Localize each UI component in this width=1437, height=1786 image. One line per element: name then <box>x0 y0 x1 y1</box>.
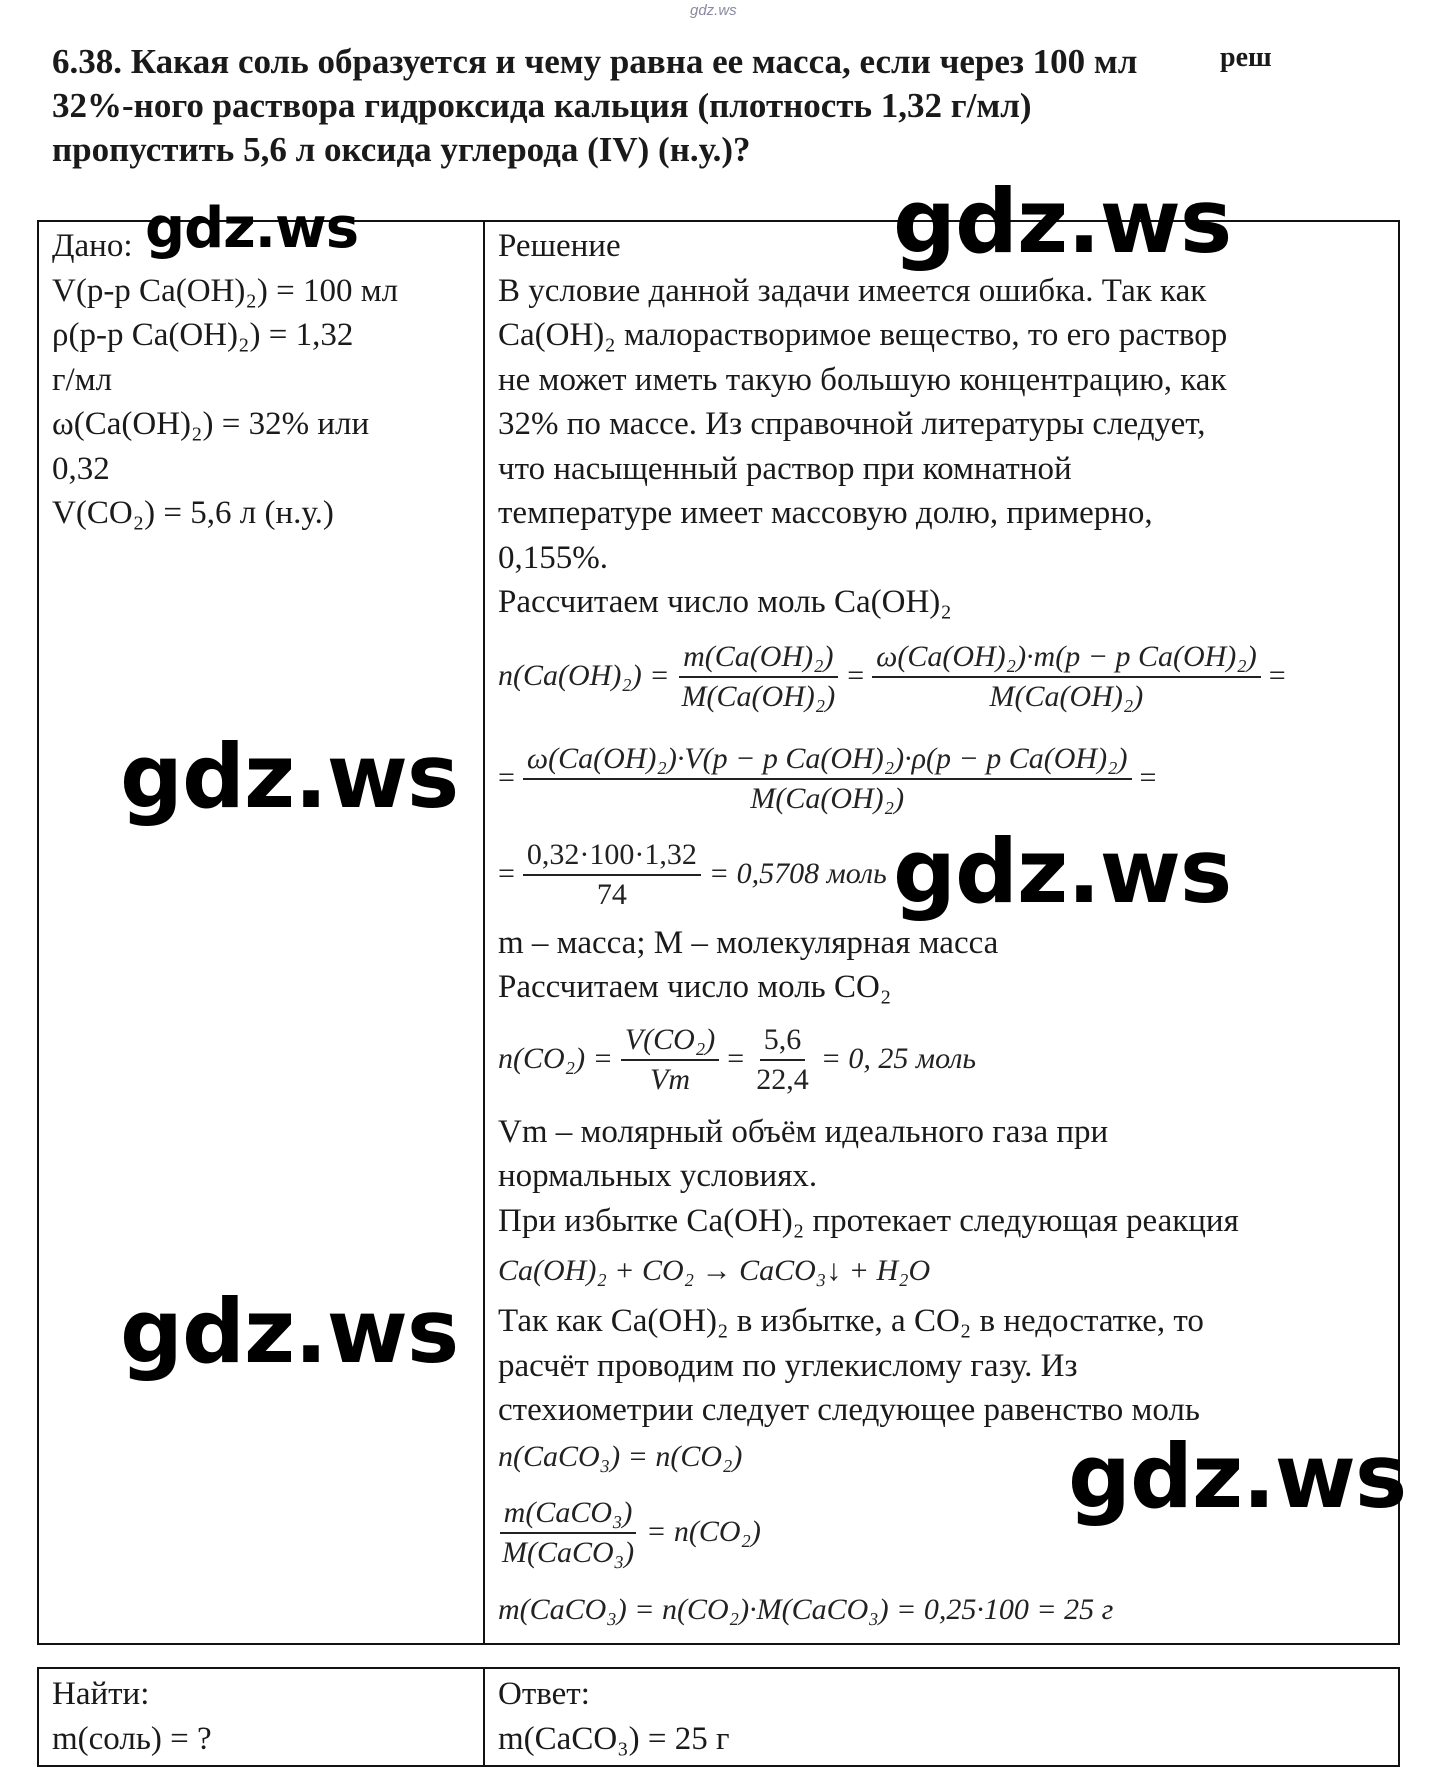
solution-text-line: Так как Ca(OH)₂ в избытке, а CO₂ в недостатке, то <box>498 1303 1204 1339</box>
equation-moles-co2 <box>498 1010 1393 1110</box>
watermark: gdz.ws <box>893 820 1232 923</box>
eq4-f2-num: 5,6 <box>760 1021 806 1061</box>
corner-note: реш <box>1220 42 1272 73</box>
calc-co2-title: Рассчитаем число моль CO₂ <box>498 969 892 1005</box>
problem-line: 32%-ного раствора гидроксида кальция (плотность 1,32 г/мл) <box>52 86 1032 125</box>
solution-title: Решение <box>498 228 621 264</box>
problem-line: пропустить 5,6 л оксида углерода (IV) (н.у.)? <box>52 130 751 169</box>
solution-text-line: что насыщенный раствор при комнатной <box>498 450 1072 487</box>
solution-text-line: не может иметь такую большую концентрацию, как <box>498 361 1227 398</box>
eq4-f1-num: V(CO₂) <box>621 1021 719 1061</box>
equals-sign: = <box>498 761 515 795</box>
equals-sign: = <box>498 857 515 891</box>
solution-text-line: 32% по массе. Из справочной литературы следует, <box>498 406 1206 442</box>
eq6-rhs: = n(CO₂) <box>646 1515 761 1549</box>
mass-note: m – масса; M – молекулярная масса <box>498 924 999 961</box>
equals-sign: = <box>727 1042 745 1076</box>
eq4-f1-den: Vm <box>650 1062 691 1096</box>
eq1-f2-num: ω(Ca(OH)₂)·m(p − p Ca(OH)₂) <box>872 638 1261 678</box>
given-line: г/мл <box>52 361 113 398</box>
equals-sign: = <box>1139 761 1157 795</box>
given-line: ρ(р-р Ca(OH)₂) = 1,32 <box>52 317 354 353</box>
answer-cell <box>498 1672 1378 1761</box>
eq2-num: ω(Ca(OH)₂)·V(p − p Ca(OH)₂)·ρ(p − p Ca(OH)₂) <box>523 740 1132 780</box>
eq3-den: 74 <box>596 877 627 911</box>
equals-sign: = <box>1268 659 1286 693</box>
answer-table-divider <box>483 1667 485 1767</box>
eq1-f2-den: M(Ca(OH)₂) <box>989 679 1144 713</box>
watermark: gdz.ws <box>120 725 459 828</box>
reaction-intro: При избытке Ca(OH)₂ протекает следующая реакция <box>498 1202 1239 1239</box>
solution-text-line: расчёт проводим по углекислому газу. Из <box>498 1347 1078 1384</box>
watermark: gdz.ws <box>145 196 359 261</box>
eq4-lhs: n(CO₂) = <box>498 1042 613 1076</box>
eq2-den: M(Ca(OH)₂) <box>750 781 905 815</box>
eq4-f2-den: 22,4 <box>756 1062 809 1096</box>
eq4-result: = 0, 25 моль <box>820 1042 977 1076</box>
calc-caoh-title: Рассчитаем число моль Ca(OH)₂ <box>498 584 952 620</box>
answer-title: Ответ: <box>498 1676 590 1712</box>
answer-value: m(CaCO₃) = 25 г <box>498 1720 730 1757</box>
eq6-num: m(CaCO₃) <box>500 1494 637 1534</box>
problem-line: 6.38. Какая соль образуется и чему равна ее масса, если через 100 мл <box>52 42 1138 81</box>
watermark: gdz.ws <box>120 1280 459 1383</box>
solution-text-line: температуре имеет массовую долю, примерно, <box>498 495 1153 531</box>
find-title: Найти: <box>52 1676 150 1712</box>
solution-text-line: 0,155%. <box>498 539 608 576</box>
find-cell <box>52 1672 472 1761</box>
eq1-f1-den: M(Ca(OH)₂) <box>681 679 836 713</box>
equation-mole-equality: n(CaCO₃) = n(CO₂) <box>498 1440 743 1474</box>
find-value: m(соль) = ? <box>52 1720 212 1757</box>
eq1-lhs: n(Ca(OH)₂) = <box>498 659 670 693</box>
eq4-fraction-2 <box>752 1021 813 1099</box>
given-column <box>52 224 472 536</box>
equation-moles-caoh <box>498 625 1393 729</box>
eq3-num: 0,32·100·1,32 <box>523 836 701 876</box>
eq1-fraction-1 <box>677 638 839 716</box>
equation-mass-result: m(CaCO₃) = n(CO₂)·M(CaCO₃) = 0,25·100 = 25 г <box>498 1593 1114 1627</box>
eq2-fraction <box>523 740 1132 818</box>
vm-note-line: Vm – молярный объём идеального газа при <box>498 1113 1109 1150</box>
eq4-fraction-1 <box>621 1021 719 1099</box>
given-line: 0,32 <box>52 450 110 487</box>
given-line: V(р-р Ca(OH)₂) = 100 мл <box>52 272 399 309</box>
equals-sign: = <box>847 659 865 693</box>
given-title: Дано: <box>52 228 133 264</box>
eq1-f1-num: m(Ca(OH)₂) <box>679 638 837 678</box>
watermark: gdz.ws <box>893 170 1232 273</box>
eq6-den: M(CaCO₃) <box>502 1535 635 1569</box>
eq3-result: = 0,5708 моль <box>708 857 887 891</box>
reaction-equation: Ca(OH)₂ + CO₂ → CaCO₃↓ + H₂O <box>498 1253 931 1287</box>
eq3-fraction <box>523 836 701 914</box>
solution-text-line: стехиометрии следует следующее равенство моль <box>498 1392 1200 1428</box>
eq1-fraction-2 <box>872 638 1261 716</box>
equation-moles-caoh-2 <box>498 729 1393 829</box>
problem-statement <box>52 40 1302 172</box>
main-table-divider <box>483 220 485 1645</box>
solution-text-line: Ca(OH)₂ малорастворимое вещество, то его раствор <box>498 317 1228 353</box>
eq6-fraction <box>498 1494 638 1572</box>
given-line: V(CO₂) = 5,6 л (н.у.) <box>52 495 334 531</box>
given-line: ω(Ca(OH)₂) = 32% или <box>52 406 370 442</box>
solution-text-line: В условие данной задачи имеется ошибка. Так как <box>498 272 1207 309</box>
watermark: gdz.ws <box>1068 1425 1407 1528</box>
header-watermark: gdz.ws <box>690 2 737 19</box>
vm-note-line: нормальных условиях. <box>498 1158 818 1194</box>
